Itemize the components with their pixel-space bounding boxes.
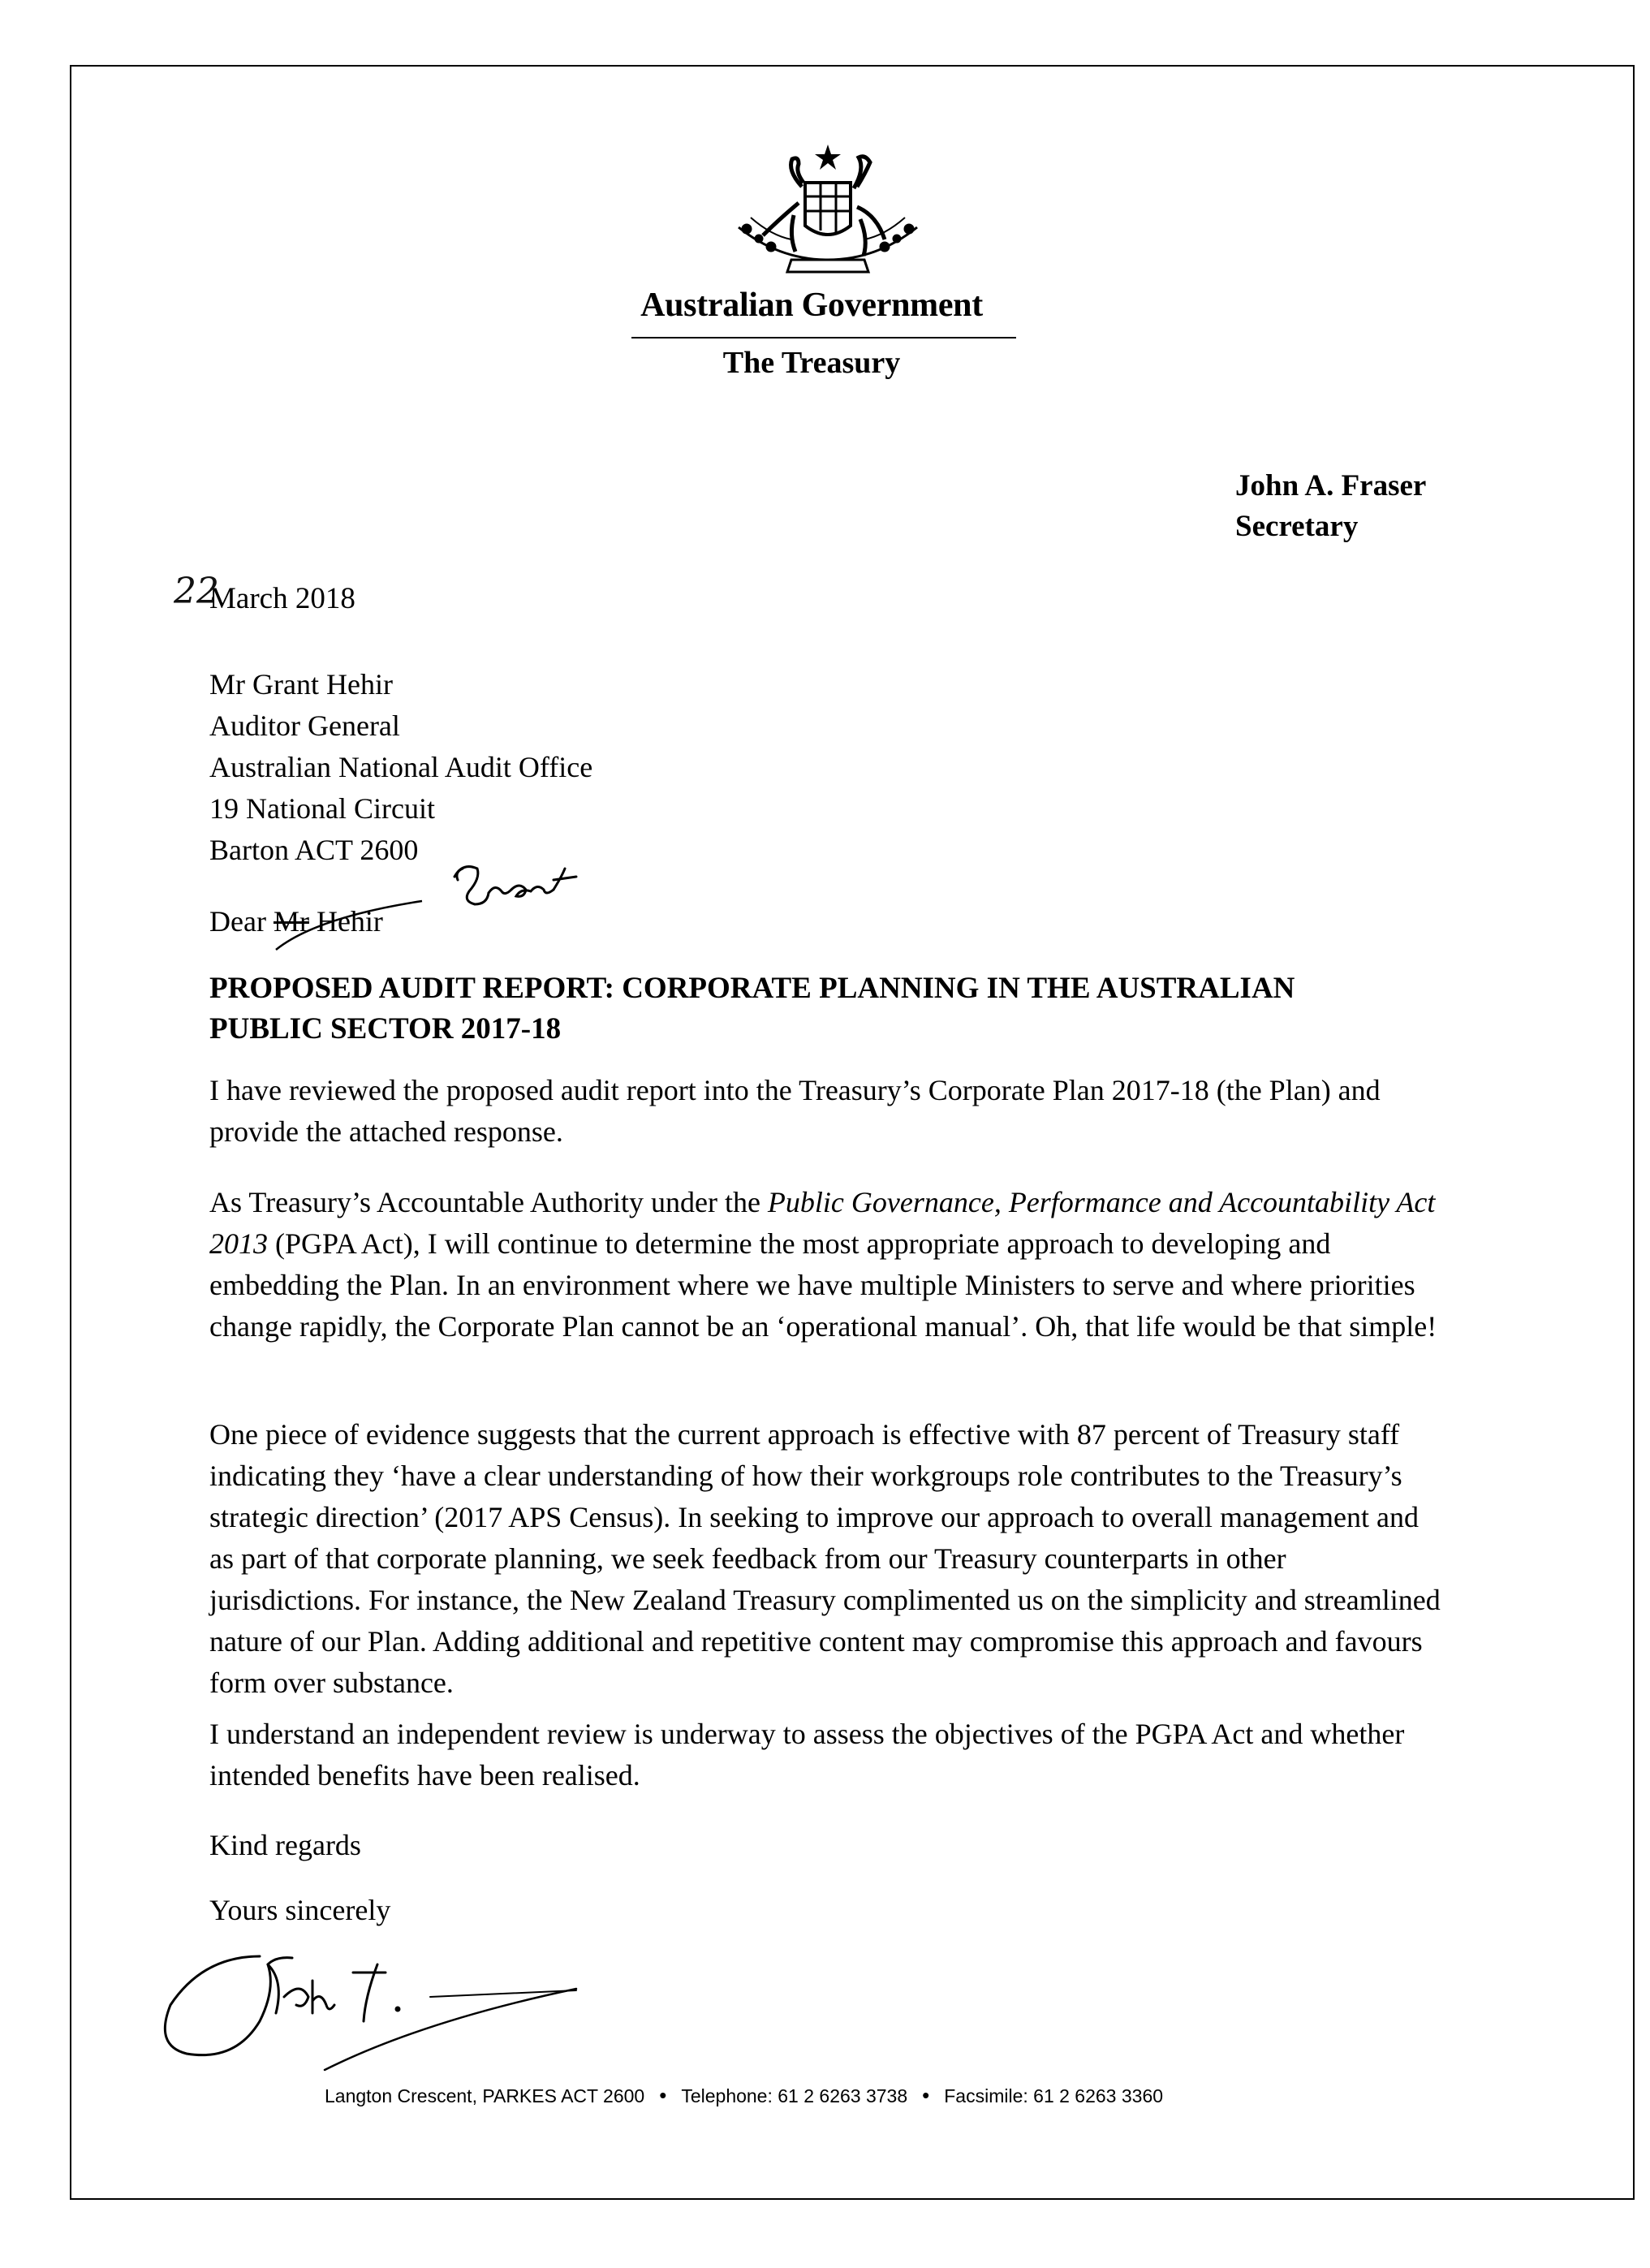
closing-yours-sincerely: Yours sincerely (209, 1894, 391, 1926)
closing-kind-regards: Kind regards (209, 1829, 361, 1861)
recipient-address (209, 664, 592, 871)
letterhead-divider (631, 337, 1016, 338)
salutation-pen-stroke (268, 877, 446, 958)
government-title: Australian Government (640, 287, 983, 324)
subject-line: PROPOSED AUDIT REPORT: CORPORATE PLANNING IN THE AUSTRALIAN (209, 972, 1295, 1005)
subject-heading (209, 968, 1427, 1050)
address-line: Australian National Audit Office (209, 751, 593, 783)
body-paragraph-2 (209, 1182, 1443, 1347)
footer-bullet: • (659, 2083, 667, 2107)
address-line: 19 National Circuit (209, 792, 435, 825)
handwritten-day: 22 (174, 571, 219, 612)
act-title: Public Governance, Performance and Accountability Act 2013 (209, 1186, 1436, 1260)
body-paragraph-3: One piece of evidence suggests that the current approach is effective with 87 percent of Treasury staff indicating they ‘have a clear understanding of how their workgroups role contributes to the Treasury’s strategic direction’ (2017 APS Census). In seeking to improve our approach to overall management and as part of that corporate planning, we seek feedback from our Treasury counterparts in other jurisdictions. For instance, the New Zealand Treasury complimented us on the simplicity and streamlined nature of our Plan. Adding additional and repetitive content may compromise this approach and favours form over substance. (209, 1418, 1441, 1699)
footer-address: Langton Crescent, PARKES ACT 2600 (325, 2085, 645, 2106)
subject-line: PUBLIC SECTOR 2017-18 (209, 1012, 562, 1046)
handwritten-grant-signature (430, 844, 657, 950)
coat-of-arms-emblem (714, 138, 941, 292)
letter-date (174, 571, 355, 616)
salutation-dear: Dear (209, 905, 266, 938)
sender-block (1235, 466, 1426, 547)
body-paragraph-1: I have reviewed the proposed audit report into the Treasury’s Corporate Plan 2017-18 (the Plan) and provide the attached response. (209, 1074, 1381, 1148)
address-line: Auditor General (209, 709, 400, 742)
footer-facsimile: Facsimile: 61 2 6263 3360 (944, 2085, 1164, 2106)
date-month-year: March 2018 (209, 582, 355, 615)
sender-signature (154, 1932, 609, 2094)
address-line: Barton ACT 2600 (209, 834, 419, 866)
footer-telephone: Telephone: 61 2 6263 3738 (681, 2085, 908, 2106)
letter-footer (325, 2083, 1461, 2108)
body-paragraph-4: I understand an independent review is underway to assess the objectives of the PGPA Act and whether intended benefits have been realised. (209, 1718, 1405, 1792)
salutation-name: Hehir (316, 905, 383, 938)
paragraph-text: (PGPA Act), I will continue to determine the most appropriate approach to developing and embedding the Plan. In an environment where we have multiple Ministers to serve and where priorities change rapidly, the Corporate Plan cannot be an ‘operational manual’. Oh, that life would be that simple! (209, 1227, 1437, 1343)
sender-role: Secretary (1235, 510, 1359, 543)
footer-bullet: • (922, 2083, 930, 2107)
sender-name: John A. Fraser (1235, 469, 1427, 502)
address-line: Mr Grant Hehir (209, 668, 393, 701)
salutation-struck-title: Mr (273, 905, 309, 938)
paragraph-text: As Treasury’s Accountable Authority under the (209, 1186, 768, 1218)
department-name: The Treasury (722, 346, 901, 380)
